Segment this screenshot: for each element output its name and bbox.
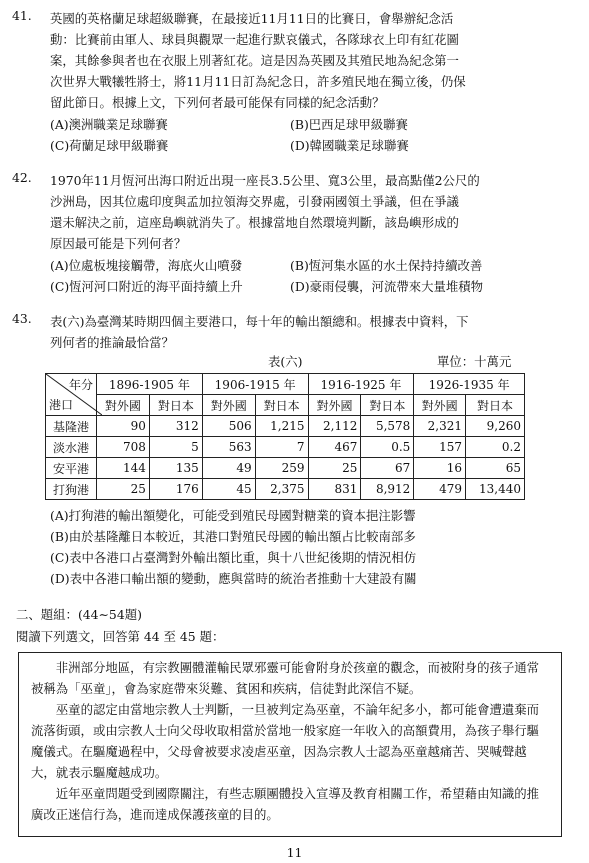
table-cell: 9,260 (466, 416, 525, 437)
table-cell: 1,215 (255, 416, 308, 437)
option-c[interactable]: (C)恆河河口附近的海平面持續上升 (50, 279, 243, 294)
period-header: 1926-1935 年 (414, 374, 525, 395)
table-cell: 2,321 (414, 416, 466, 437)
sub-header: 對外國 (202, 395, 255, 416)
table-cell: 67 (361, 458, 414, 479)
period-header: 1896-1905 年 (97, 374, 203, 395)
option-b[interactable]: (B)由於基隆離日本較近，其港口對殖民母國的輸出額占比較南部多 (50, 529, 416, 544)
option-c[interactable]: (C)荷蘭足球甲級聯賽 (50, 138, 169, 153)
sub-header: 對外國 (414, 395, 466, 416)
port-name: 基隆港 (46, 416, 97, 437)
question-line: 1970年11月恆河出海口附近出現一座長3.5公里、寬3公里，最高點僅2公尺的 (50, 173, 480, 188)
question-line: 動：比賽前由軍人、球員與觀眾一起進行默哀儀式，各隊球衣上印有紅花圖 (50, 32, 459, 47)
table-cell: 13,440 (466, 479, 525, 500)
table-cell: 506 (202, 416, 255, 437)
question-line: 還未解決之前，這座島嶼就消失了。根據當地自然環境判斷，該島嶼形成的 (50, 215, 459, 230)
table-cell: 5 (149, 437, 202, 458)
table-row (46, 416, 525, 437)
table-corner-cell (46, 374, 97, 416)
sub-header: 對日本 (466, 395, 525, 416)
question-line: 留此節日。根據上文，下列何者最可能保有同樣的紀念活動？ (50, 95, 385, 110)
table-cell: 5,578 (361, 416, 414, 437)
table-row (46, 479, 525, 500)
question-line: 次世界大戰犧牲將士，將11月11日訂為紀念日，許多殖民地在獨立後，仍保 (50, 74, 466, 89)
question-line: 沙洲島，因其位處印度與孟加拉領海交界處，引發兩國領土爭議，但在爭議 (50, 194, 459, 209)
table-cell: 25 (97, 479, 150, 500)
port-name: 安平港 (46, 458, 97, 479)
port-name: 淡水港 (46, 437, 97, 458)
option-a[interactable]: (A)位處板塊接觸帶，海底火山噴發 (50, 258, 243, 273)
question-line: 案，其餘參與者也在衣服上別著紅花。這是因為英國及其殖民地為紀念第一 (50, 53, 459, 68)
table-cell: 2,375 (255, 479, 308, 500)
sub-header: 對日本 (255, 395, 308, 416)
section-heading: 二、題組：(44∼54題) (16, 607, 142, 622)
table-cell: 45 (202, 479, 255, 500)
table-cell: 259 (255, 458, 308, 479)
table-cell: 7 (255, 437, 308, 458)
option-d[interactable]: (D)韓國職業足球聯賽 (290, 138, 409, 153)
table-cell: 135 (149, 458, 202, 479)
table-cell: 831 (308, 479, 361, 500)
table-cell: 25 (308, 458, 361, 479)
sub-header: 對日本 (361, 395, 414, 416)
question-number: 43. (12, 311, 32, 326)
table-cell: 176 (149, 479, 202, 500)
table-title: 表(六) (268, 354, 303, 369)
question-number: 41. (12, 8, 32, 23)
question-line: 原因最可能是下列何者？ (50, 236, 187, 251)
table-cell: 157 (414, 437, 466, 458)
table-row (46, 437, 525, 458)
table-cell: 144 (97, 458, 150, 479)
option-d[interactable]: (D)表中各港口輸出額的變動，應與當時的統治者推動十大建設有關 (50, 571, 417, 586)
question-number: 42. (12, 170, 32, 185)
question-41 (12, 8, 578, 113)
table-cell: 312 (149, 416, 202, 437)
question-line: 列何者的推論最恰當？ (50, 335, 174, 350)
option-a[interactable]: (A)澳洲職業足球聯賽 (50, 117, 168, 132)
table-cell: 8,912 (361, 479, 414, 500)
section-instruction: 閱讀下列選文，回答第 44 至 45 題： (16, 629, 225, 644)
option-a[interactable]: (A)打狗港的輸出額變化，可能受到殖民母國對糖業的資本挹注影響 (50, 508, 416, 523)
option-b[interactable]: (B)恆河集水區的水土保持持續改善 (290, 258, 483, 273)
passage-paragraph: 巫童的認定由當地宗教人士判斷，一旦被判定為巫童，不論年紀多小，都可能會遭遺棄而流落街頭，或由宗教人士向父母收取相當於當地一般家庭一年收入的高額費用，為孩子舉行驅魔儀式。在驅魔過程中，父母會被要求凌虐巫童，因為宗教人士認為巫童越痛苦、哭喊聲越大，就表示驅魔越成功。 (31, 702, 540, 780)
sub-header: 對日本 (149, 395, 202, 416)
table-cell: 90 (97, 416, 150, 437)
sub-header: 對外國 (97, 395, 150, 416)
sub-header: 對外國 (308, 395, 361, 416)
corner-bottom-label: 港口 (49, 398, 74, 412)
table-cell: 2,112 (308, 416, 361, 437)
page-number: 11 (286, 845, 303, 860)
table-unit: 單位：十萬元 (437, 354, 512, 369)
question-line: 英國的英格蘭足球超級聯賽，在最接近11月11日的比賽日，會舉辦紀念活 (50, 11, 454, 26)
option-b[interactable]: (B)巴西足球甲級聯賽 (290, 117, 408, 132)
corner-top-label: 年分 (68, 378, 93, 392)
table-cell: 708 (97, 437, 150, 458)
question-42 (12, 170, 578, 254)
table-cell: 16 (414, 458, 466, 479)
table-cell: 49 (202, 458, 255, 479)
passage-paragraph: 近年巫童問題受到國際關注，有些志願團體投入宣導及教育相關工作，希望藉由知識的推廣改正迷信行為，進而達成保護孩童的目的。 (31, 786, 540, 822)
table-cell: 563 (202, 437, 255, 458)
table-row (46, 458, 525, 479)
question-43 (12, 311, 578, 353)
question-line: 表(六)為臺灣某時期四個主要港口，每十年的輸出額總和。根據表中資料，下 (50, 314, 469, 329)
period-header: 1906-1915 年 (202, 374, 308, 395)
export-table (45, 373, 525, 500)
option-d[interactable]: (D)豪雨侵襲，河流帶來大量堆積物 (290, 279, 484, 294)
option-c[interactable]: (C)表中各港口占臺灣對外輸出額比重，與十八世紀後期的情況相仿 (50, 550, 417, 565)
table-cell: 467 (308, 437, 361, 458)
table-cell: 479 (414, 479, 466, 500)
port-name: 打狗港 (46, 479, 97, 500)
table-cell: 0.2 (466, 437, 525, 458)
table-cell: 65 (466, 458, 525, 479)
table-cell: 0.5 (361, 437, 414, 458)
reading-passage (18, 652, 562, 837)
passage-paragraph: 非洲部分地區，有宗教團體灌輸民眾邪靈可能會附身於孩童的觀念，而被附身的孩子通常被稱為「巫童」，會為家庭帶來災難、貧困和疾病，信徒對此深信不疑。 (31, 660, 540, 696)
period-header: 1916-1925 年 (308, 374, 414, 395)
